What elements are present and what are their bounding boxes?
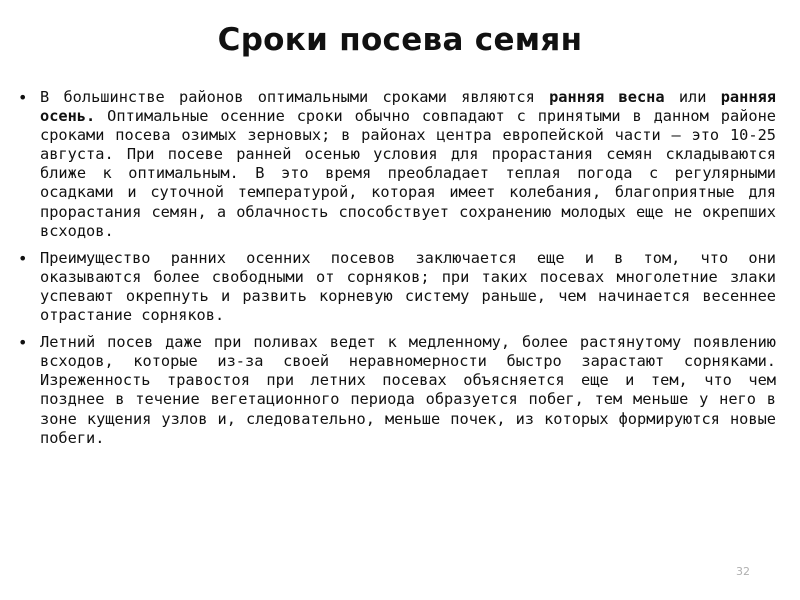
slide-title: Сроки посева семян: [217, 22, 583, 58]
bullet-paragraph-3: • Летний посев даже при поливах ведет к медленному, более растянутому появлению всходов, которые из-за своей неравномерности быстро зарастают сорняками. Изреженность травостоя при летних посевах объясняется еще и тем, что чем позднее в течение вегетационного периода образуется побег, тем меньше у него в зоне кущения узлов и, следовательно, меньше почек, из которых формируются новые побеги.: [40, 333, 776, 448]
bullet-1-bold-early-spring: ранняя весна: [549, 88, 665, 106]
bullet-1-text-part-3: Оптимальные осенние сроки обычно совпадают с принятыми в данном районе сроками посева озимых зерновых; в районах центра европейской части — это 10-25 августа. При посеве ранней осенью условия для прорастания семян складываются ближе к оптимальным. В это время преобладает теплая погода с регулярными осадками и суточной температурой, которая имеет колебания, благоприятные для прорастания семян, а облачность способствует сохранению молодых еще не окрепших всходов.: [40, 107, 776, 240]
bullet-paragraph-1: [40, 88, 776, 241]
bullet-1-text-part-1: В большинстве районов оптимальными сроками являются: [40, 88, 550, 106]
slide-content: [40, 88, 776, 456]
bullet-paragraph-2: • Преимущество ранних осенних посевов заключается еще и в том, что они оказываются более свободными от сорняков; при таких посевах многолетние злаки успевают окрепнуть и развить корневую систему раньше, чем начинается весеннее отрастание сорняков.: [40, 249, 776, 325]
bullet-1-bold-early-autumn: ранняя осень.: [40, 88, 776, 126]
page-number: 32: [736, 565, 750, 578]
bullet-1-text-part-2: или: [664, 88, 721, 106]
